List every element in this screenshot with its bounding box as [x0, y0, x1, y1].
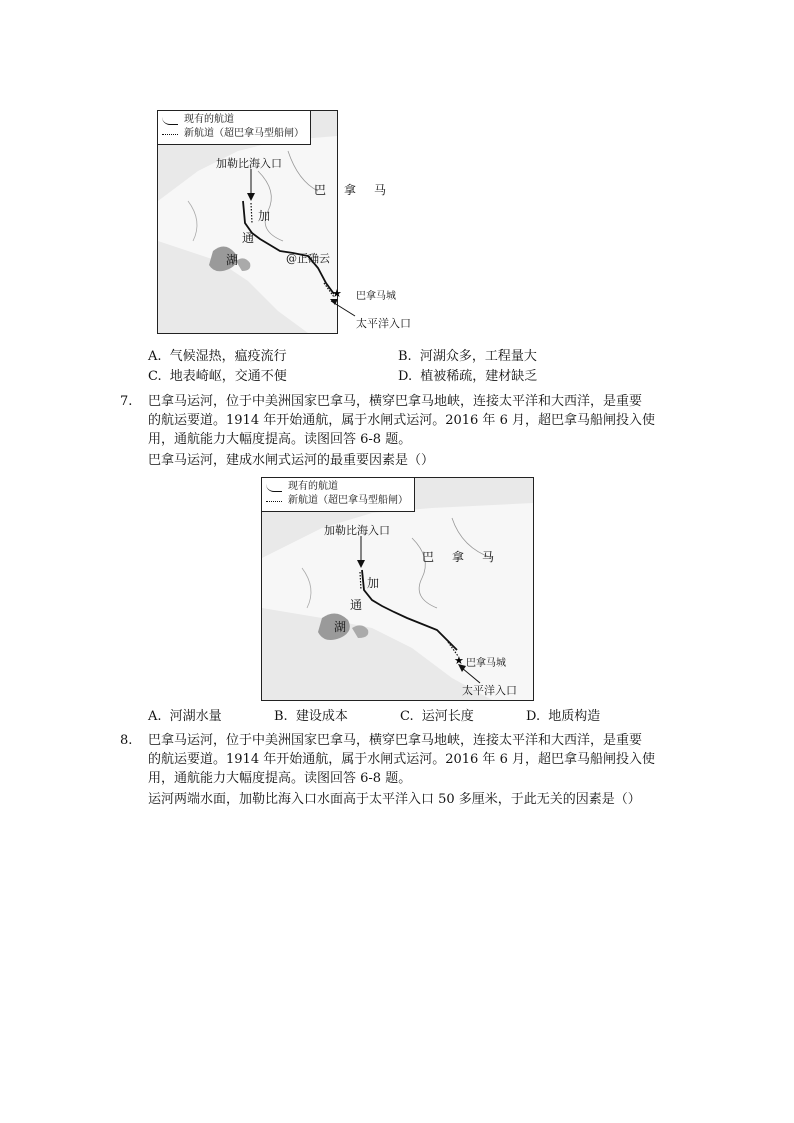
panama-char-1: 巴 [422, 550, 435, 564]
legend-existing-row [266, 480, 408, 494]
legend-new-row [162, 127, 304, 141]
q6-option-b-letter: B. [398, 349, 412, 364]
existing-route-symbol [162, 116, 178, 125]
q6-option-c-text: 地表崎岖，交通不便 [169, 369, 287, 384]
map-2-legend [262, 478, 415, 512]
q7-option-d-letter: D. [526, 709, 541, 724]
q7-option-d [526, 708, 600, 726]
legend-existing-row [162, 113, 304, 127]
panama-city-label: 巴拿马城 [466, 658, 506, 669]
pacific-entrance-label: 太平洋入口 [462, 684, 517, 697]
q7-option-a-text: 河湖水量 [169, 709, 222, 724]
q6-option-a [148, 348, 287, 366]
q7-number: 7. [120, 394, 133, 409]
q7-option-b-letter: B. [274, 709, 288, 724]
q6-option-c [148, 368, 287, 386]
new-route-symbol [162, 134, 178, 135]
q7-option-c-text: 运河长度 [421, 709, 474, 724]
panama-char-2: 拿 [452, 550, 465, 564]
q6-option-d-text: 植被稀疏，建材缺乏 [420, 369, 538, 384]
q7-stem-line-1: 巴拿马运河，位于中美洲国家巴拿马，横穿巴拿马地峡，连接太平洋和大西洋，是重要 [148, 394, 643, 409]
q8-stem-line-3: 用，通航能力大幅度提高。读图回答 6-8 题。 [148, 771, 412, 786]
q7-option-b [274, 708, 348, 726]
caribbean-entrance-label: 加勒比海入口 [216, 157, 282, 170]
canal-char-3: 湖 [226, 253, 239, 267]
canal-char-1: 加 [258, 209, 271, 223]
legend-new-row [266, 494, 408, 508]
panama-char-2: 拿 [344, 183, 357, 197]
legend-existing-label: 现有的航道 [288, 481, 338, 492]
q7-stem-line-3: 用，通航能力大幅度提高。读图回答 6-8 题。 [148, 432, 412, 447]
panama-canal-map-2 [261, 477, 534, 701]
watermark-label: @正确云 [286, 252, 330, 265]
legend-new-label: 新航道（超巴拿马型船闸） [184, 128, 304, 139]
panama-char-3: 马 [374, 183, 387, 197]
q7-option-a [148, 708, 222, 726]
panama-char-3: 马 [482, 550, 495, 564]
q8-stem-line-1: 巴拿马运河，位于中美洲国家巴拿马，横穿巴拿马地峡，连接太平洋和大西洋，是重要 [148, 733, 643, 748]
q8-number: 8. [120, 733, 133, 748]
q6-option-d-letter: D. [398, 369, 413, 384]
q7-question: 巴拿马运河，建成水闸式运河的最重要因素是（） [148, 453, 435, 468]
q6-option-d [398, 368, 537, 386]
legend-existing-label: 现有的航道 [184, 114, 234, 125]
q6-option-b [398, 348, 537, 366]
map-1-legend [158, 111, 311, 145]
panama-canal-map-1 [157, 110, 411, 334]
q7-option-c-letter: C. [400, 709, 414, 724]
q8-question: 运河两端水面，加勒比海入口水面高于太平洋入口 50 多厘米，于此无关的因素是（） [148, 792, 641, 807]
pacific-entrance-label: 太平洋入口 [356, 317, 411, 330]
q8-stem-line-2: 的航运要道。1914 年开始通航，属于水闸式运河。2016 年 6 月，超巴拿马船闸投入使 [148, 752, 655, 767]
svg-text:★: ★ [454, 654, 464, 667]
q7-option-d-text: 地质构造 [548, 709, 601, 724]
q6-option-a-text: 气候湿热，瘟疫流行 [169, 349, 287, 364]
panama-char-1: 巴 [314, 183, 327, 197]
q7-stem-line-2: 的航运要道。1914 年开始通航，属于水闸式运河。2016 年 6 月，超巴拿马船闸投入使 [148, 413, 655, 428]
new-route-symbol [266, 501, 282, 502]
panama-city-label: 巴拿马城 [356, 291, 396, 302]
caribbean-entrance-label: 加勒比海入口 [324, 524, 390, 537]
existing-route-symbol [266, 483, 282, 492]
canal-char-3: 湖 [334, 620, 347, 634]
q7-option-b-text: 建设成本 [295, 709, 348, 724]
q6-option-c-letter: C. [148, 369, 162, 384]
canal-char-2: 通 [350, 598, 363, 612]
svg-text:★: ★ [332, 287, 342, 300]
canal-char-1: 加 [367, 576, 380, 590]
q7-option-a-letter: A. [148, 709, 162, 724]
q7-option-c [400, 708, 474, 726]
legend-new-label: 新航道（超巴拿马型船闸） [288, 495, 408, 506]
q6-option-a-letter: A. [148, 349, 162, 364]
canal-char-2: 通 [242, 231, 255, 245]
q6-option-b-text: 河湖众多，工程量大 [419, 349, 537, 364]
